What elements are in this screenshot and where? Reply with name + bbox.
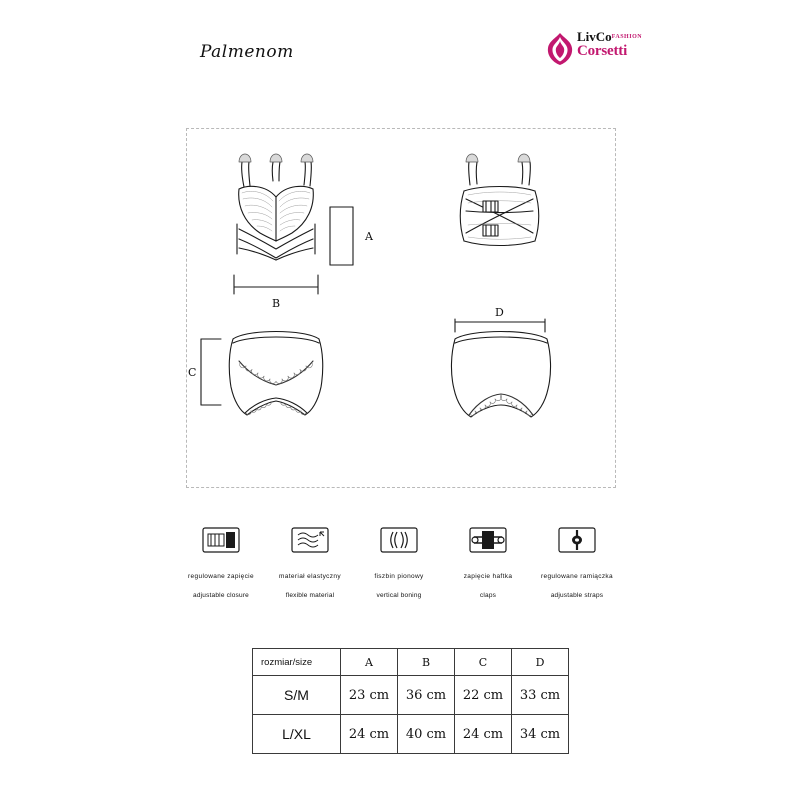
cell-a: 24 cm [341,715,398,754]
header-col-c: C [455,649,512,676]
label-a: A [365,230,373,243]
row-size-label: S/M [253,676,341,715]
feature-label-pl: fiszbin pionowy [374,573,424,580]
dimension-c [201,339,221,405]
brand-wordmark [577,30,647,59]
panty-back-view [451,332,550,418]
feature-label-pl: regulowane zapięcie [188,573,254,580]
brand-name-line1: LivCo [577,29,612,44]
clasps-icon [462,518,514,562]
adjustable-straps-icon [551,518,603,562]
cell-b: 36 cm [398,676,455,715]
header-col-d: D [512,649,569,676]
header-col-b: B [398,649,455,676]
dimension-a [330,207,353,265]
lingerie-illustrations [187,129,615,487]
header-col-a: A [341,649,398,676]
dimension-d [455,319,545,332]
brand-logo [545,30,645,70]
cell-a: 23 cm [341,676,398,715]
feature-label-en: flexible material [285,592,335,599]
feature-label-en: adjustable straps [550,592,604,599]
vertical-boning-icon [373,518,425,562]
brand-fashion-tag: FASHION [611,34,643,40]
flexible-material-icon [284,518,336,562]
cell-c: 24 cm [455,715,512,754]
feature-flexible-material [264,518,356,600]
corsetti-logo-icon [545,32,575,66]
table-header-row [253,649,569,676]
feature-label-en: vertical boning [376,592,422,599]
feature-label-pl: regulowane ramiączka [540,573,614,580]
feature-adjustable-closure [175,518,267,600]
feature-vertical-boning [353,518,445,600]
feature-label-pl: zapięcie haftka [463,573,513,580]
header-size-label: rozmiar/size [253,649,341,676]
page-title: Palmenom [200,42,294,62]
panty-front-view [229,332,322,416]
measurement-diagram-panel [186,128,616,488]
cell-d: 33 cm [512,676,569,715]
feature-label-pl: materiał elastyczny [279,573,341,580]
feature-label-en: claps [479,592,497,599]
bra-back-view [460,154,539,246]
label-b: B [272,297,281,310]
table-row [253,676,569,715]
feature-label-en: adjustable closure [193,592,249,599]
label-c: C [188,366,197,379]
size-table [252,648,569,754]
cell-c: 22 cm [455,676,512,715]
cell-d: 34 cm [512,715,569,754]
cell-b: 40 cm [398,715,455,754]
dimension-b [234,275,318,294]
feature-adjustable-straps [531,518,623,600]
table-row [253,715,569,754]
label-d: D [495,306,504,319]
row-size-label: L/XL [253,715,341,754]
feature-clasps [442,518,534,600]
brand-name-line2: Corsetti [577,43,628,59]
feature-icon-row [175,518,625,608]
adjustable-closure-icon [195,518,247,562]
bra-front-view [237,154,315,260]
